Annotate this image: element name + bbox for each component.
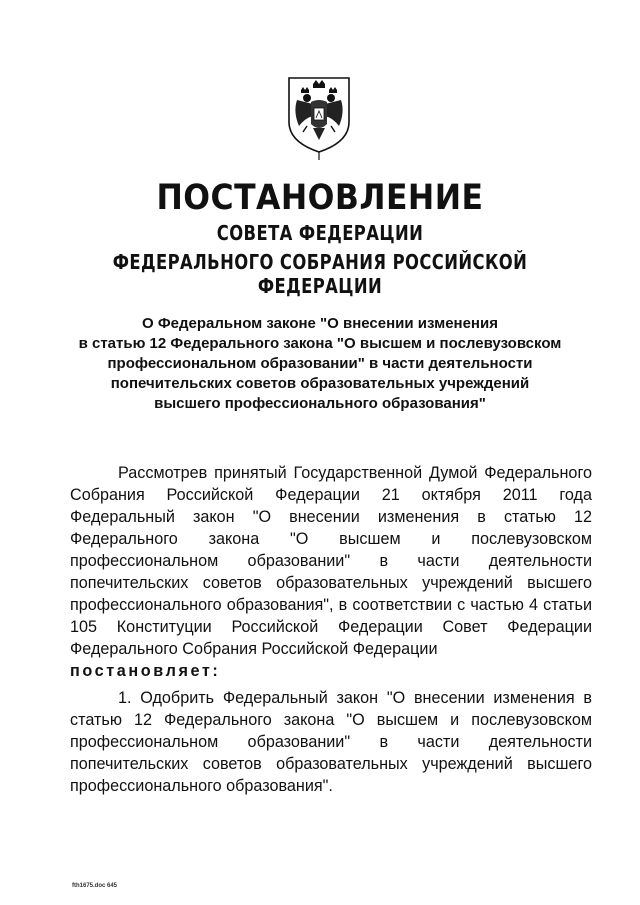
operative-clause-1: 1. Одобрить Федеральный закон "О внесении изменения в статью 12 Федерального закона "О высшем и послевузовском профессиональном образовании" в части деятельности попечительских советов образовательных учреждений высшего профессионального образования". <box>70 689 592 795</box>
decree-word: постановляет: <box>70 662 221 680</box>
preamble-paragraph <box>70 462 592 682</box>
double-headed-eagle-icon <box>283 72 355 162</box>
subject-line: попечительских советов образовательных учреждений <box>110 375 530 392</box>
issuer-line-1: СОВЕТА ФЕДЕРАЦИИ <box>216 221 424 245</box>
subject-line: профессиональном образовании" в части деятельности <box>107 355 533 372</box>
issuer-line-2: ФЕДЕРАЛЬНОГО СОБРАНИЯ РОССИЙСКОЙ ФЕДЕРАЦИИ <box>112 250 528 298</box>
decree-subject <box>60 314 580 414</box>
preamble-text: Рассмотрев принятый Государственной Думой Федерального Собрания Российской Федерации 21 октября 2011 года Федеральный закон "О внесении изменения в статью 12 Федерального закона "О высшем и послевузовском профессиональном образовании" в части деятельности попечительских советов образовательных учреждений высшего профессионального образования", в соответствии с частью 4 статьи 105 Конституции Российской Федерации Совет Федерации Федерального Собрания Российской Федерации <box>70 464 592 658</box>
document-code: fth1675.doc 645 <box>72 883 118 889</box>
document-type-title: ПОСТАНОВЛЕНИЕ <box>156 178 484 218</box>
coat-of-arms-emblem <box>283 72 355 162</box>
subject-line: высшего профессионального образования" <box>154 395 486 412</box>
subject-line: О Федеральном законе "О внесении изменения <box>142 315 498 332</box>
subject-line: в статью 12 Федерального закона "О высшем и послевузовском <box>78 335 562 352</box>
